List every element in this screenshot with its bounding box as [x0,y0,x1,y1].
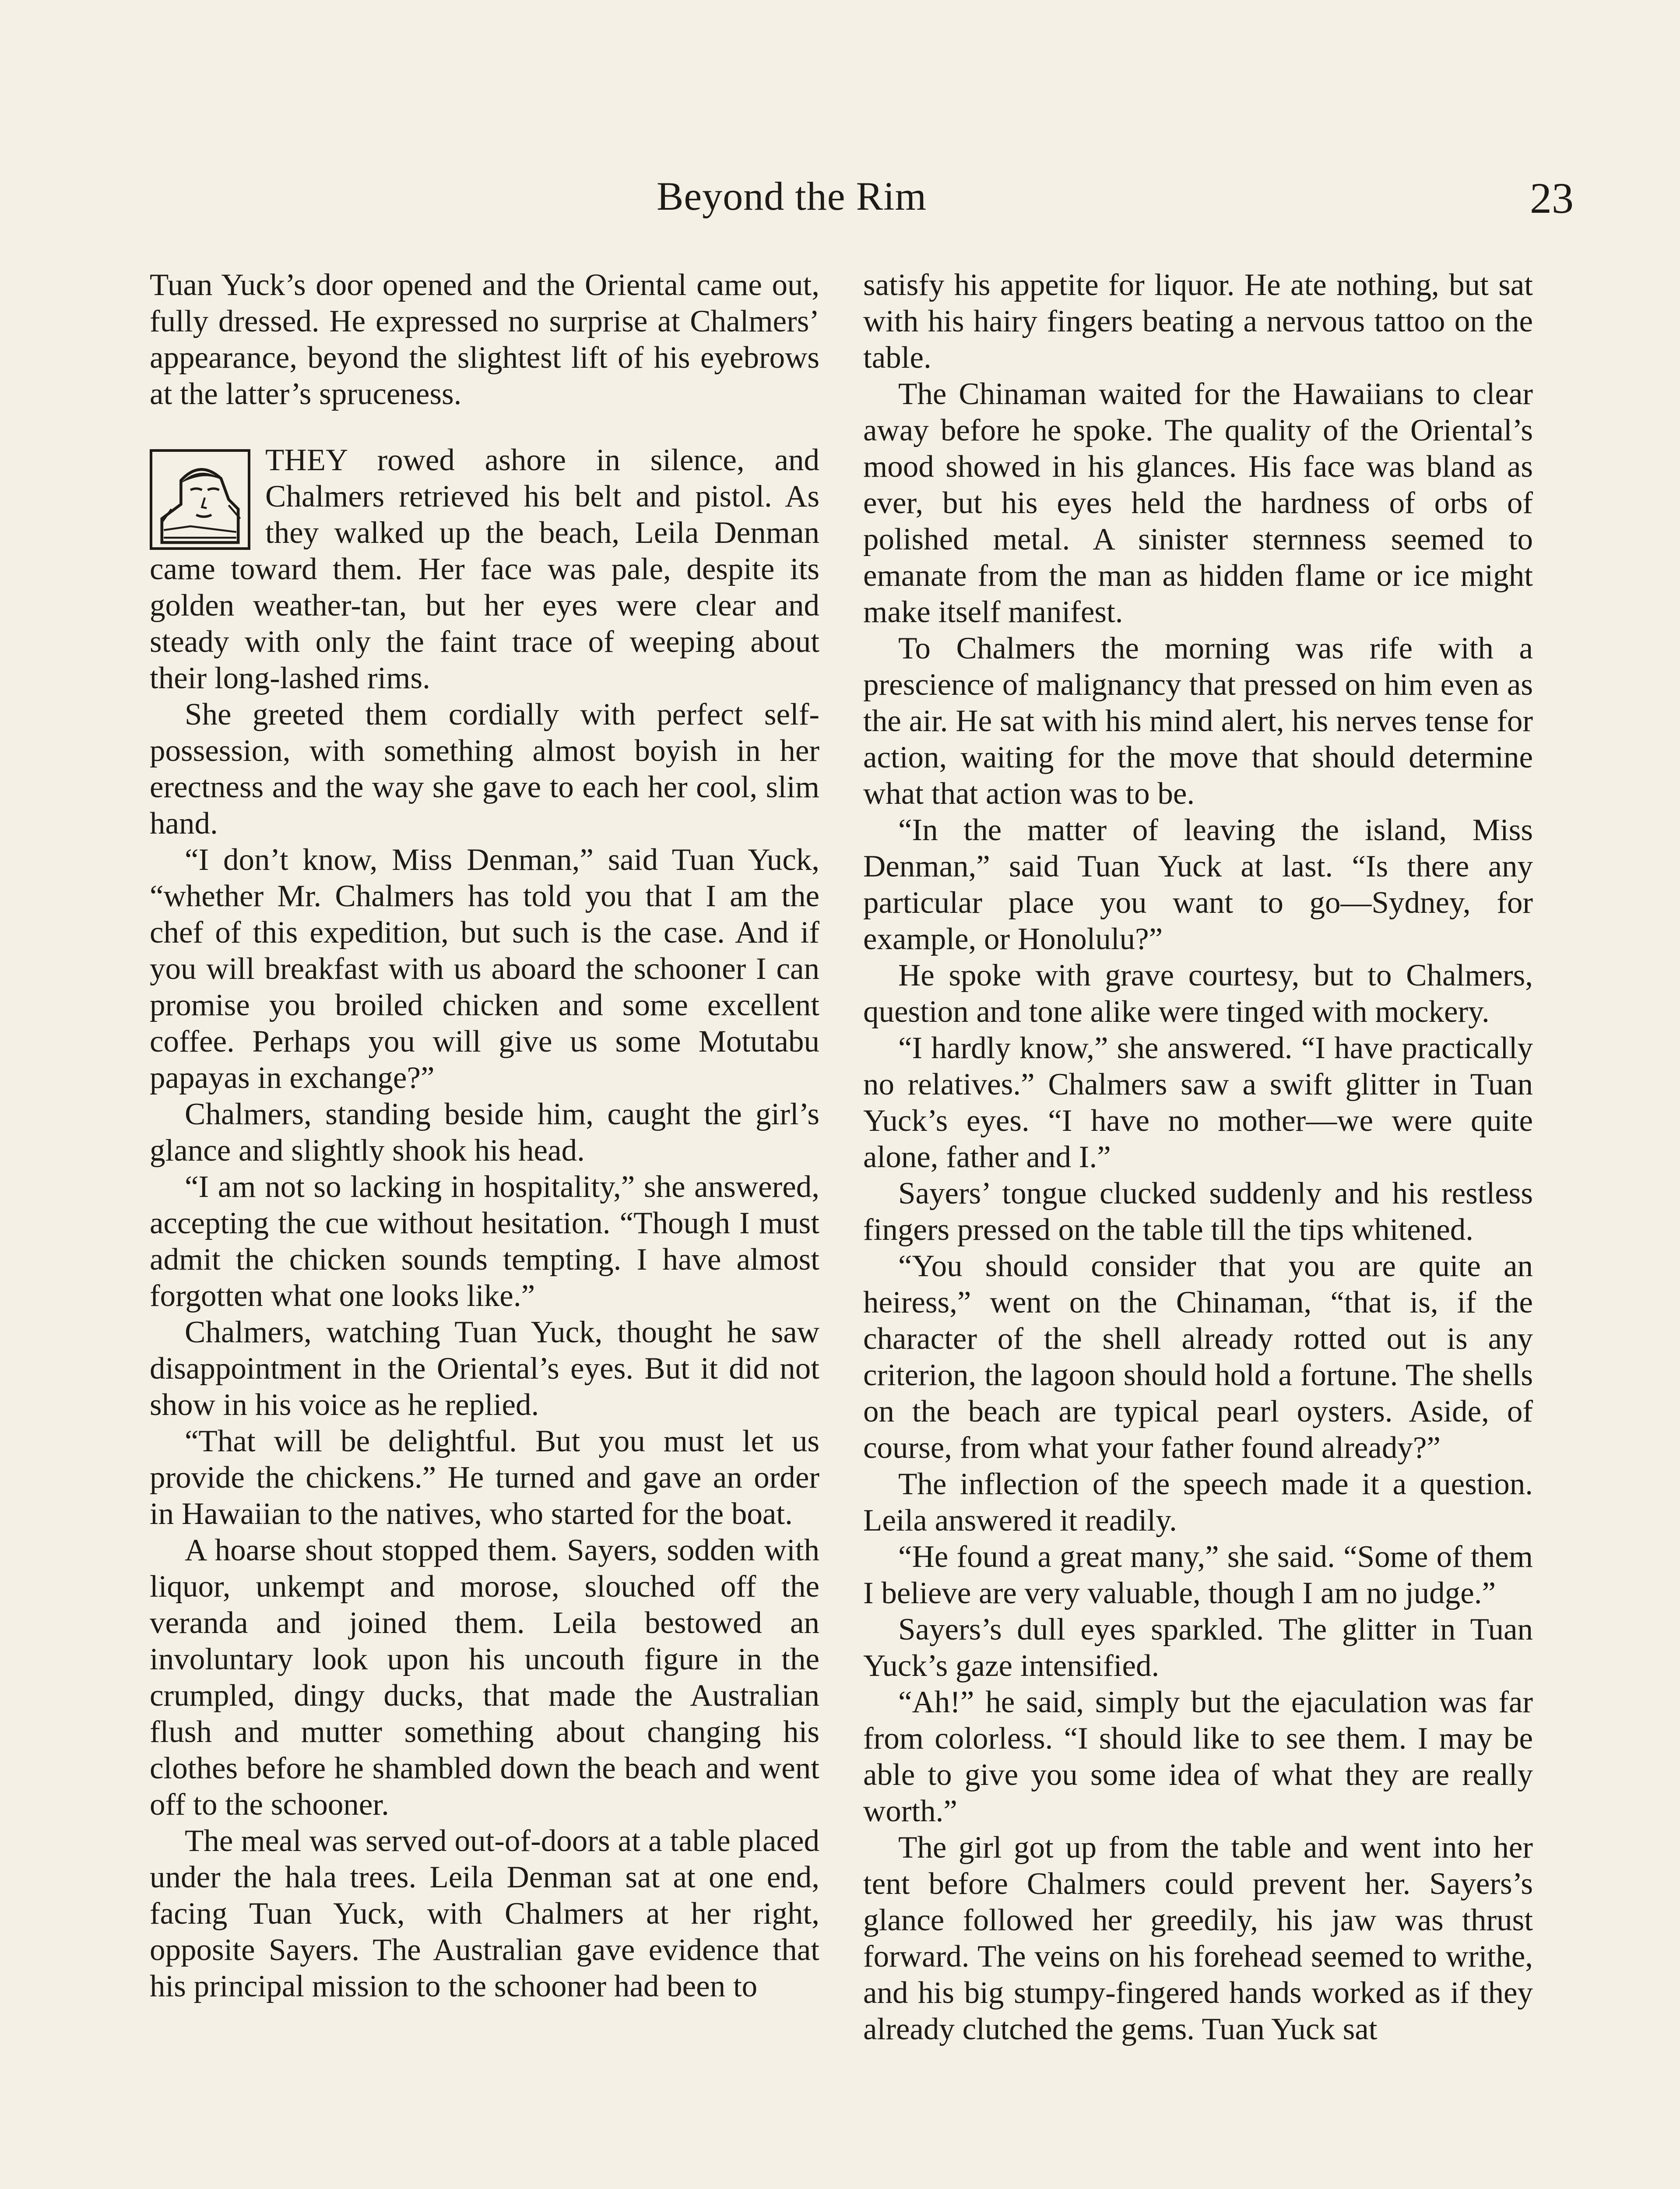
paragraph: “In the matter of leaving the island, Miss Denman,” said Tuan Yuck at last. “Is there any particular place you want to go—Sydney, for example, or Honolulu?” [863,813,1533,956]
paragraph: The meal was served out-of-doors at a table placed under the hala trees. Leila Denman sat at one end, facing Tuan Yuck, with Chalmers at her right, opposite Sayers. The Australian gave evidence that his principal mission to the schooner had been to [150,1824,819,2003]
paragraph: “You should consider that you are quite an heiress,” went on the Chinaman, “that is, if the character of the shell already rotted out is any criterion, the lagoon should hold a fortune. The shells on the beach are typical pearl oysters. Aside, of course, from what your father found already?” [863,1249,1533,1465]
paragraph: The girl got up from the table and went into her tent before Chalmers could prevent her. Sayers’s glance followed her greedily, his jaw was thrust forward. The veins on his forehead seemed to writhe, and his big stumpy-fingered hands worked as if they already clutched the gems. Tuan Yuck sat [863,1830,1533,2046]
paragraph: To Chalmers the morning was rife with a prescience of malignancy that pressed on him even as the air. He sat with his mind alert, his nerves tense for action, waiting for the move that should determine what that action was to be. [863,631,1533,811]
paragraph: The inflection of the speech made it a question. Leila answered it readily. [863,1467,1533,1538]
paragraph: “I am not so lacking in hospitality,” she answered, accepting the cue without hesitation. “Though I must admit the chicken sounds tempting. I have almost forgotten what one looks like.” [150,1170,819,1313]
paragraph: “I hardly know,” she answered. “I have practically no relatives.” Chalmers saw a swift glitter in Tuan Yuck’s eyes. “I have no mother—we were quite alone, father and I.” [863,1031,1533,1174]
paragraph: She greeted them cordially with perfect self-possession, with something almost boyish in her erectness and the way she gave to each her cool, slim hand. [150,697,819,841]
woman-portrait-icon [152,452,248,547]
left-column [150,267,819,2189]
paragraph: Sayers’s dull eyes sparkled. The glitter in Tuan Yuck’s gaze intensified. [863,1612,1533,1683]
paragraph: “Ah!” he said, simply but the ejaculation was far from colorless. “I should like to see them. I may be able to give you some idea of what they are really worth.” [863,1685,1533,1828]
paragraph: “He found a great many,” she said. “Some of them I believe are very valuable, though I am no judge.” [863,1540,1533,1610]
paragraph: Tuan Yuck’s door opened and the Oriental came out, fully dressed. He expressed no surprise at Chalmers’ appearance, beyond the slightest lift of his eyebrows at the latter’s spruceness. [150,268,819,411]
right-column [863,267,1533,2189]
decorative-initial-illustration [150,449,250,550]
running-head [0,173,1680,234]
page-number: 23 [1530,174,1574,222]
paragraph: “I don’t know, Miss Denman,” said Tuan Yuck, “whether Mr. Chalmers has told you that I am the chef of this expedition, but such is the case. And if you will breakfast with us aboard the schooner I can promise you broiled chicken and some excellent coffee. Perhaps you will give us some Motutabu papayas in exchange?” [150,843,819,1095]
section-start [150,442,819,697]
paragraph: He spoke with grave courtesy, but to Chalmers, question and tone alike were tinged with mockery. [863,958,1533,1029]
paragraph: Chalmers, watching Tuan Yuck, thought he saw disappointment in the Oriental’s eyes. But it did not show in his voice as he replied. [150,1315,819,1422]
paragraph: The Chinaman waited for the Hawaiians to clear away before he spoke. The quality of the Oriental’s mood showed in his glances. His face was bland as ever, but his eyes held the hardness of orbs of polished metal. A sinister sternness seemed to emanate from the man as hidden flame or ice might make itself manifest. [863,377,1533,629]
paragraph: A hoarse shout stopped them. Sayers, sodden with liquor, unkempt and morose, slouched off the veranda and joined them. Leila bestowed an involuntary look upon his uncouth figure in the crumpled, dingy ducks, that made the Australian flush and mutter something about changing his clothes before he shambled down the beach and went off to the schooner. [150,1533,819,1822]
paragraph: THEY rowed ashore in silence, and Chalmers retrieved his belt and pistol. As they walked up the beach, Leila Denman came toward them. Her face was pale, despite its golden weather-tan, but her eyes were clear and steady with only the faint trace of weeping about their long-lashed rims. [150,443,819,695]
running-title: Beyond the Rim [657,174,927,218]
paragraph: satisfy his appetite for liquor. He ate nothing, but sat with his hairy fingers beating a nervous tattoo on the table. [863,268,1533,375]
paragraph: Sayers’ tongue clucked suddenly and his restless fingers pressed on the table till the tips whitened. [863,1176,1533,1247]
paragraph: Chalmers, standing beside him, caught the girl’s glance and slightly shook his head. [150,1097,819,1168]
paragraph: “That will be delightful. But you must let us provide the chickens.” He turned and gave an order in Hawaiian to the natives, who started for the boat. [150,1424,819,1531]
